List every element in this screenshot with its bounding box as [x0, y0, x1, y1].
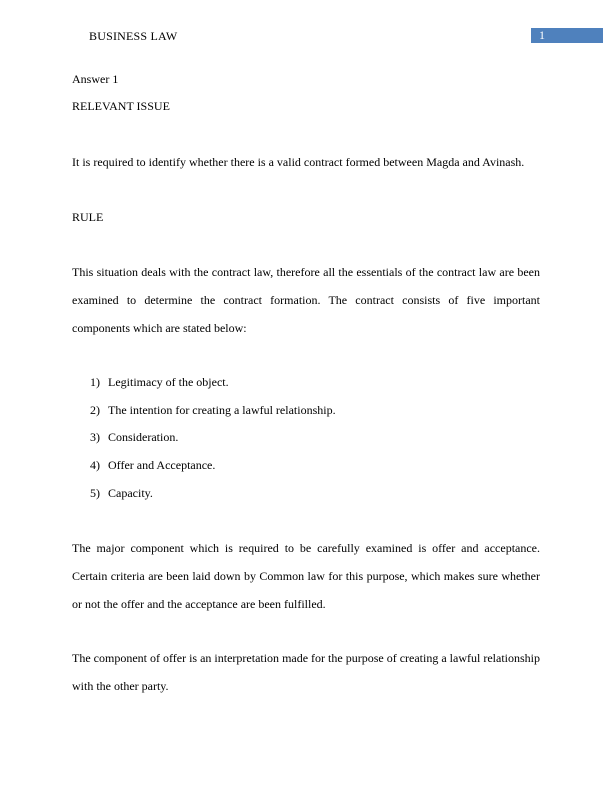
major-component-paragraph: The major component which is required to be carefully examined is offer and acceptance. Certain criteria are been laid down by Common law for this purpose, which makes sure whether or not the offer and the acceptance are been fulfilled. [72, 541, 540, 611]
list-item-number: 2) [90, 402, 100, 417]
running-header-title: BUSINESS LAW [89, 29, 178, 43]
list-item-number: 5) [90, 485, 100, 500]
rule-paragraph: This situation deals with the contract law, therefore all the essentials of the contract law are been examined to determine the contract formation. The contract consists of five important components which are stated below: [72, 265, 540, 335]
issue-heading: RELEVANT ISSUE [72, 99, 170, 113]
list-item-text: The intention for creating a lawful relationship. [108, 402, 336, 417]
rule-heading: RULE [72, 210, 104, 224]
list-item-text: Capacity. [108, 485, 153, 500]
issue-text: It is required to identify whether there is a valid contract formed between Magda and Avinash. [72, 155, 525, 169]
list-item-text: Offer and Acceptance. [108, 458, 216, 473]
list-item-number: 4) [90, 458, 100, 473]
list-item-number: 3) [90, 430, 100, 445]
list-item-text: Legitimacy of the object. [108, 375, 229, 389]
offer-paragraph: The component of offer is an interpretation made for the purpose of creating a lawful relationship with the other party. [72, 651, 540, 693]
list-item-number: 1) [90, 375, 100, 389]
page-number-badge: 1 [531, 28, 603, 43]
list-item-text: Consideration. [108, 430, 179, 445]
answer-heading: Answer 1 [72, 72, 119, 86]
